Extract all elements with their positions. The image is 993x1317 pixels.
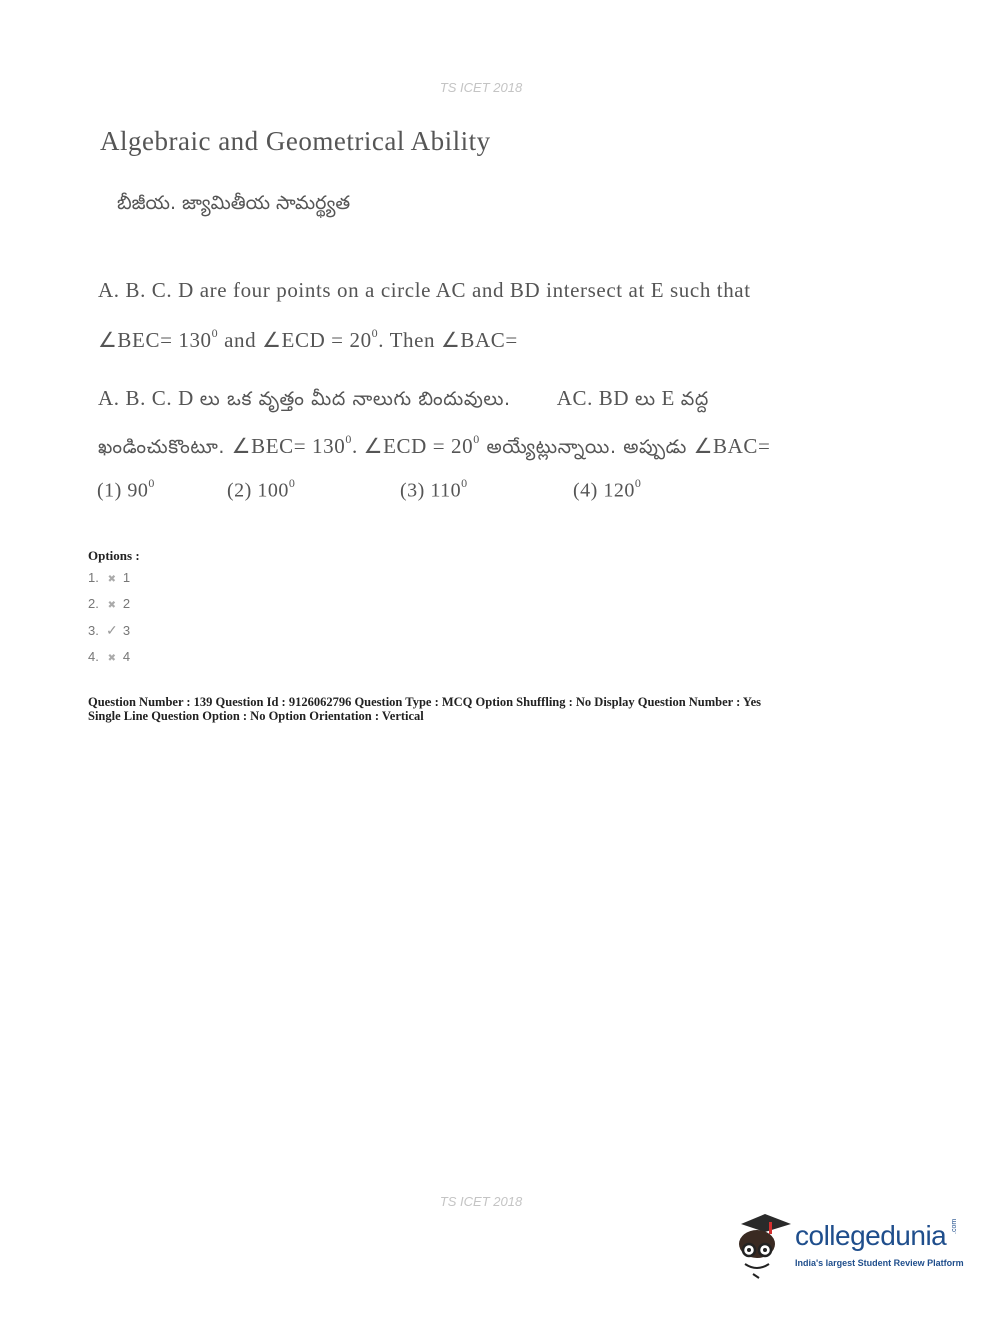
watermark-top: TS ICET 2018: [439, 80, 523, 95]
question-fragment: ∠BEC= 130: [231, 434, 346, 458]
question-text-en-line2: [98, 328, 518, 353]
degree-sup: 0: [211, 326, 219, 340]
degree-sup: 0: [345, 432, 352, 446]
question-fragment: . ∠ECD = 20: [351, 434, 474, 458]
option-number: 4.: [88, 649, 99, 664]
option-value: 2: [122, 596, 131, 611]
choice-label: (2) 100: [227, 479, 289, 502]
watermark-bottom: TS ICET 2018: [439, 1194, 523, 1209]
question-text-en-line1: A. B. C. D are four points on a circle AC and BD intersect at E such that: [98, 278, 751, 302]
question-meta-line2: Single Line Question Option : No Option Orientation : Vertical: [88, 709, 424, 723]
choice-label: (4) 120: [573, 479, 635, 502]
question-fragment: and ∠ECD = 20: [218, 328, 372, 352]
wrong-mark-icon: ✖: [107, 600, 117, 611]
option-number: 1.: [88, 570, 99, 585]
question-text-te-line1: [98, 386, 709, 415]
question-fragment-telugu: వద్ద: [680, 388, 709, 410]
question-fragment: AC. BD: [556, 386, 635, 410]
degree-sup: 0: [473, 432, 480, 446]
wrong-mark-icon: ✖: [107, 574, 117, 585]
option-item: [88, 596, 130, 611]
option-number: 3.: [88, 623, 99, 638]
degree-sup: 0: [288, 476, 296, 490]
section-title: Algebraic and Geometrical Ability: [100, 126, 491, 156]
choice-label: (3) 110: [400, 479, 462, 502]
question-fragment-telugu: అయ్యేట్లున్నాయి. అప్పుడు: [479, 436, 694, 458]
option-item: [88, 570, 130, 585]
option-number: 2.: [88, 596, 99, 611]
question-fragment: ∠BEC= 130: [98, 328, 212, 352]
section-title-telugu: బీజీయ. జ్యామితీయ సామర్థ్యత: [117, 192, 351, 214]
check-mark-icon: ✓: [105, 622, 118, 638]
choice-4: [573, 478, 641, 503]
option-item: [88, 649, 130, 664]
question-meta-line1: Question Number : 139 Question Id : 9126062796 Question Type : MCQ Option Shuffling : No Display Question Number : Yes: [88, 695, 761, 709]
option-item: [88, 622, 130, 639]
question-fragment: ∠BAC=: [693, 434, 771, 458]
degree-sup: 0: [634, 476, 642, 490]
choice-1: [97, 478, 155, 503]
logo-tagline: India's largest Student Review Platform: [795, 1258, 964, 1268]
question-text-te-line2: [98, 434, 770, 463]
question-fragment: E: [655, 386, 681, 410]
choice-label: (1) 90: [97, 479, 149, 502]
choice-2: [227, 478, 295, 503]
logo-name: collegedunia: [795, 1220, 947, 1251]
options-label: Options :: [88, 548, 140, 563]
wrong-mark-icon: ✖: [107, 653, 117, 664]
option-value: 4: [122, 649, 131, 664]
choice-3: [400, 478, 468, 503]
option-value: 3: [122, 623, 131, 638]
question-fragment-telugu: లు: [635, 388, 656, 410]
degree-sup: 0: [461, 476, 468, 490]
question-fragment: A. B. C. D: [98, 386, 200, 410]
question-fragment-telugu: ఖండించుకొంటూ.: [98, 436, 232, 458]
option-value: 1: [122, 570, 131, 585]
degree-sup: 0: [148, 476, 155, 490]
question-fragment-telugu: లు ఒక వృత్తం మీద నాలుగు బిందువులు.: [199, 388, 511, 410]
collegedunia-logo: [735, 1210, 965, 1282]
question-fragment: . Then ∠BAC=: [378, 328, 518, 352]
degree-sup: 0: [371, 326, 379, 340]
logo-suffix: .com: [951, 1218, 958, 1234]
mascot-icon: [735, 1210, 795, 1282]
